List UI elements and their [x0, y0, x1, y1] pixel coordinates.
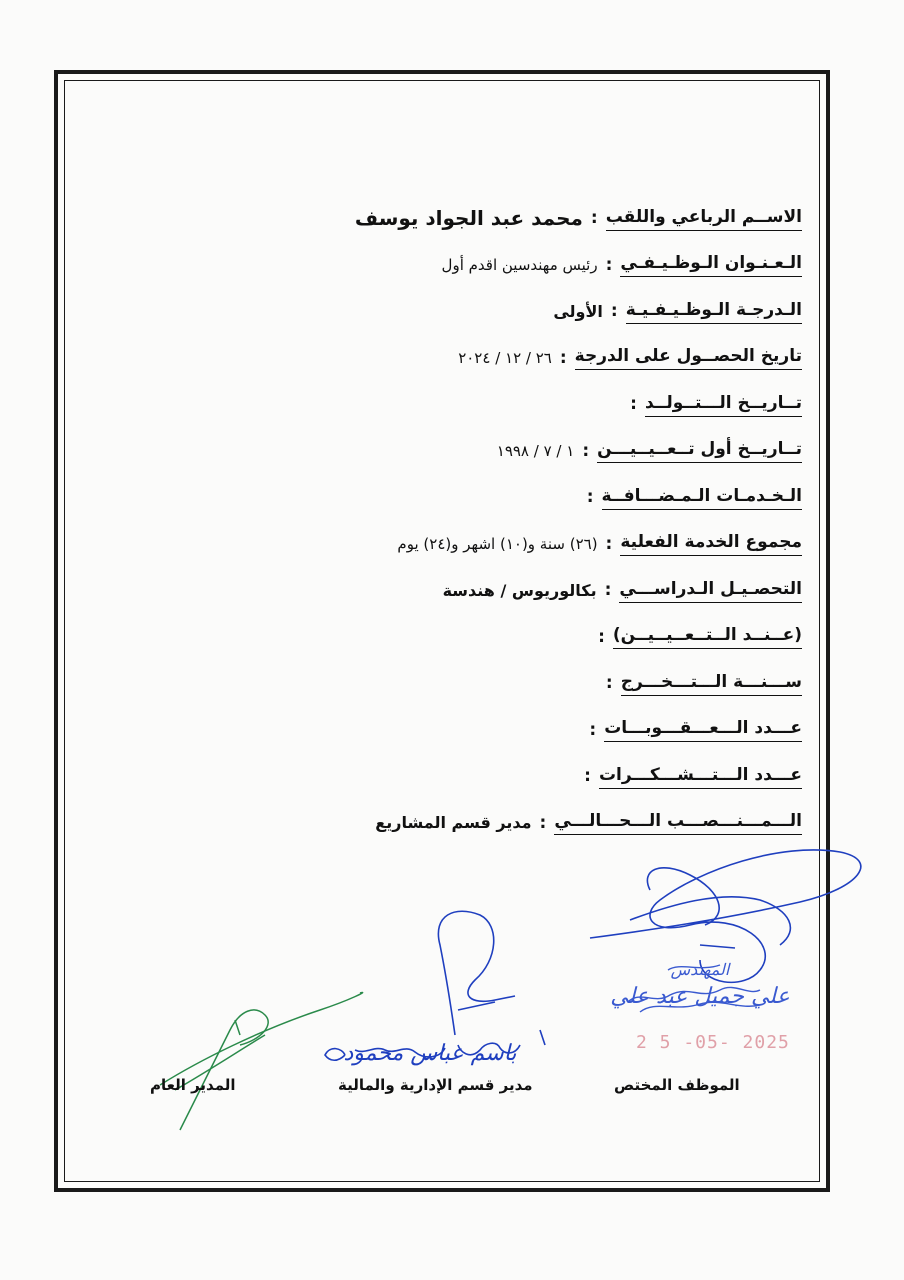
employee-label: الموظف المختص	[614, 1076, 740, 1094]
field-label: الـعـنـوان الـوظـيـفـي	[620, 252, 802, 277]
field-colon: :	[605, 673, 613, 693]
field-colon: :	[539, 812, 547, 833]
field-value: الأولى	[553, 301, 603, 321]
field-value: محمد عبد الجواد يوسف	[354, 206, 583, 230]
field-label: الـــمـــنـــصـــب الـــحـــالـــي	[554, 810, 802, 835]
field-value: رئيس مهندسين اقدم أول	[441, 255, 598, 274]
field-label: الاســم الرباعي واللقب	[606, 206, 802, 231]
field-colon: :	[598, 626, 605, 647]
stamp-title: المهندس	[670, 960, 730, 979]
field-value: (٢٦) سنة و(١٠) اشهر و(٢٤) يوم	[397, 534, 598, 553]
field-label: تــاريــخ أول تــعــيــيـــن	[597, 438, 802, 463]
handwritten-name: باسم عباس محمود	[343, 1041, 517, 1066]
field-value: ١ / ٧ / ١٩٩٨	[496, 441, 575, 460]
field-label: (عــنــد الــتــعــيــيــن)	[613, 624, 802, 649]
field-label: الـخـدمـات الـمـضـــافــة	[602, 485, 802, 510]
field-colon: :	[586, 487, 594, 507]
field-label: عـــدد الـــعـــقـــوبـــات	[604, 717, 802, 742]
field-colon: :	[610, 301, 618, 321]
field-value: مدير قسم المشاريع	[375, 813, 532, 832]
field-colon: :	[590, 208, 598, 228]
admin-finance-label: مدير قسم الإدارية والمالية	[338, 1076, 533, 1094]
field-label: الـدرجـة الـوظـيـفـيـة	[626, 299, 802, 324]
field-label: عـــدد الـــتـــشـــكـــرات	[599, 764, 802, 789]
general-manager-signature	[160, 992, 363, 1130]
field-label: ســـنـــة الـــتـــخـــرج	[621, 671, 802, 696]
field-label: مجموع الخدمة الفعلية	[620, 531, 802, 556]
stamp-name: علي جميل عبد علي	[610, 984, 790, 1009]
field-label: تاريخ الحصــول على الدرجة	[575, 345, 802, 370]
field-colon: :	[630, 394, 637, 414]
field-value: بكالوريوس / هندسة	[442, 580, 597, 600]
field-label: التحصـيـل الـدراســـي	[619, 578, 802, 603]
field-colon: :	[589, 719, 597, 740]
admin-finance-signature	[325, 911, 545, 1060]
field-colon: :	[604, 580, 612, 600]
field-colon: :	[605, 533, 613, 554]
field-colon: :	[584, 766, 591, 786]
field-label: تــاريــخ الـــتــولــد	[645, 392, 802, 417]
stamp-date: 2 5 -05- 2025	[636, 1032, 790, 1053]
general-manager-label: المدير العام	[150, 1076, 236, 1094]
field-colon: :	[605, 254, 613, 275]
field-value: ٢٦ / ١٢ / ٢٠٢٤	[458, 348, 552, 367]
field-colon: :	[582, 440, 590, 461]
field-colon: :	[559, 347, 567, 368]
